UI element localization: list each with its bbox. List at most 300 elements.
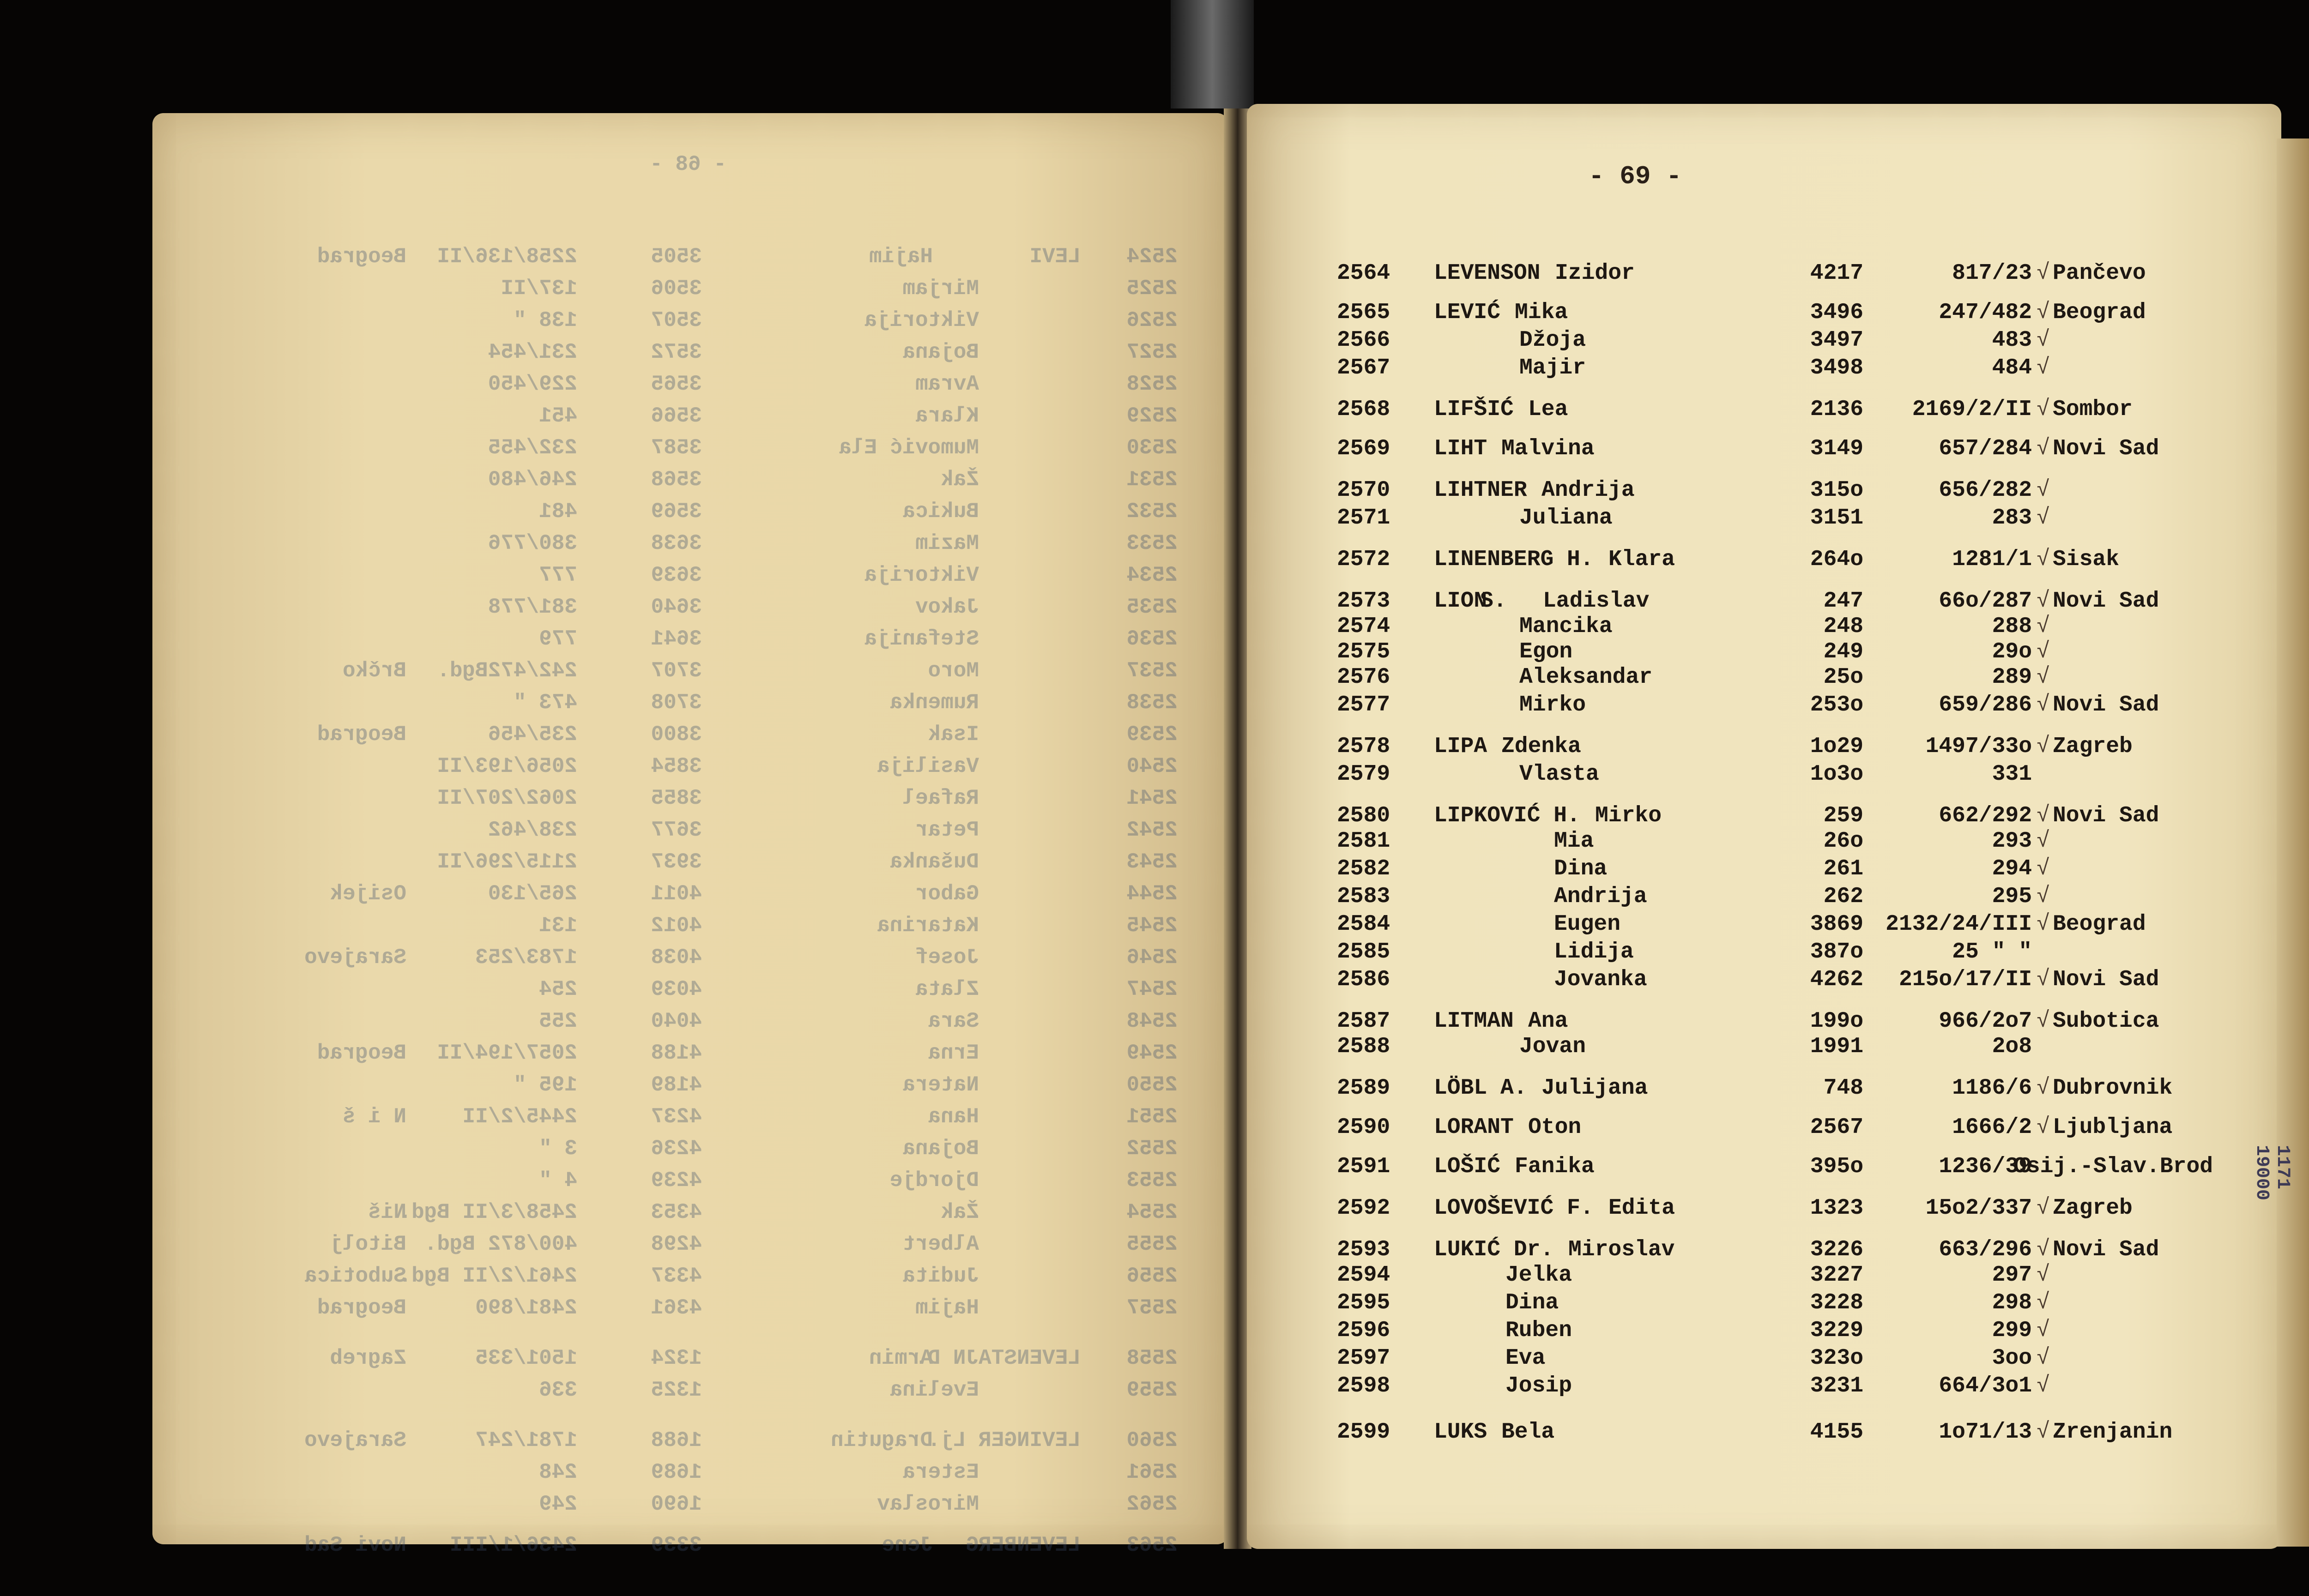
record-id: 4189 [651,1073,702,1097]
entry-number: 2546 [1126,946,1178,970]
place: Osijek [330,882,406,906]
entry-number: 2532 [1126,500,1178,524]
reference: 15o2/337 [1925,1196,2032,1221]
record-id: 3497 [1810,328,1863,353]
reference: 2115/296/II [437,850,577,874]
ledger-row [0,1034,2309,1061]
record-id: 3639 [651,563,702,587]
ledger-row [0,261,2309,288]
reference: 2o8 [1992,1034,2032,1059]
record-id: 3587 [651,436,702,460]
place: Zagreb [2053,734,2133,759]
surname: LEVENBERG [966,1533,1081,1557]
record-id: 3226 [1810,1237,1863,1262]
given-name: Eugen [1554,912,1621,937]
reference: 2056/193/II [437,754,577,778]
record-id: 4039 [651,977,702,1001]
entry-number: 2588 [1337,1034,1390,1059]
place: Zrenjanin [2053,1420,2173,1445]
entry-number: 2556 [1126,1264,1178,1288]
initial: S. [1480,589,1507,614]
ledger-row [0,300,2309,327]
given-name: Mazim [915,531,979,555]
entry-number: 2540 [1126,754,1178,778]
given-name: Miroslav [1568,1237,1675,1262]
reference: 29o [1992,639,2032,664]
reference: 2057/194/II [437,1041,577,1065]
given-name: Evelina [889,1378,979,1402]
record-id: 3707 [651,659,702,683]
given-name: Dina [1505,1290,1559,1315]
check-mark: √ [2037,639,2050,664]
ledger-row [0,1346,2309,1373]
reference: 215o/17/II [1898,967,2032,992]
given-name: Djordje [889,1168,979,1192]
place: Zagreb [2053,1196,2133,1221]
check-mark: √ [2037,1196,2050,1221]
given-name: Hana [928,1105,979,1129]
record-id: 387o [1810,940,1863,964]
given-name: Oton [1528,1115,1582,1140]
surname: LÖBL A. [1434,1076,1527,1101]
ledger-row [0,328,2309,355]
surname: LIFŠIĆ [1434,397,1514,422]
place: Zagreb [330,1346,406,1370]
reference: 662/292 [1939,803,2032,828]
check-mark: √ [2037,1009,2050,1034]
ledger-row [0,355,2309,382]
given-name: Natera [902,1073,979,1097]
given-name: Bojana [902,1137,979,1161]
surname: LEVIĆ [1434,300,1501,325]
reference: 1783/253 [475,946,577,970]
given-name: Avram [915,372,979,396]
reference: 294 [1992,856,2032,881]
place: Sisak [2053,547,2120,572]
record-id: 26o [1823,829,1863,854]
reference: 3 " [539,1137,577,1161]
given-name: Aleksandar [1519,665,1653,690]
given-name: Lea [1528,397,1568,422]
reference: 966/2o7 [1939,1009,2032,1034]
entry-number: 2565 [1337,300,1390,325]
record-id: 3568 [651,468,702,492]
place: Novi Sad [2053,1237,2159,1262]
given-name: Majir [1519,355,1586,380]
record-id: 4353 [651,1200,702,1224]
record-id: 4361 [651,1296,702,1320]
given-name: Mirko [1595,803,1662,828]
ledger-row [0,436,2309,463]
given-name: Erna [928,1041,979,1065]
record-id: 2567 [1810,1115,1863,1140]
ledger-row [0,1420,2309,1446]
given-name: Petar [915,818,979,842]
given-name: Albert [902,1232,979,1256]
entry-number: 2545 [1126,914,1178,938]
given-name: Fanika [1515,1154,1595,1179]
record-id: 3339 [651,1533,702,1557]
reference: 656/282 [1939,478,2032,503]
entry-number: 2560 [1126,1428,1178,1452]
check-mark: √ [2037,884,2050,909]
record-id: 249 [1823,639,1863,664]
ledger-row [0,639,2309,666]
ledger-row [0,693,2309,719]
surname: LION [1434,589,1487,614]
given-name: Hajim [915,1296,979,1320]
reference: 2132/24/III [1886,912,2032,937]
reference: 336 [539,1378,577,1402]
entry-number: 2543 [1126,850,1178,874]
given-name: Stefanija [864,627,979,651]
given-name: Žak [941,468,979,492]
entry-number: 2591 [1337,1154,1390,1179]
surname: LINENBERG H. [1434,547,1594,572]
ledger-row [0,967,2309,994]
entry-number: 2550 [1126,1073,1178,1097]
given-name: Jovan [1519,1034,1586,1059]
reference: 242/472Bgd. [437,659,577,683]
place: Novi Sad [2053,436,2159,461]
place: Novi Sad [2053,589,2159,614]
surname: LEVENSON [1434,261,1541,286]
entry-number: 2539 [1126,723,1178,747]
entry-number: 2574 [1337,614,1390,639]
place: Beograd [317,1041,406,1065]
check-mark: √ [2037,856,2050,881]
surname: LIPA [1434,734,1487,759]
record-id: 3496 [1810,300,1863,325]
reference: 238/462 [488,818,577,842]
given-name: Žak [941,1200,979,1224]
place: Beograd [317,245,406,269]
record-id: 4012 [651,914,702,938]
surname: LEVI [1029,245,1081,269]
entry-number: 2530 [1126,436,1178,460]
record-id: 4298 [651,1232,702,1256]
check-mark: √ [2037,829,2050,854]
record-id: 3507 [651,308,702,332]
ledger-row [0,1196,2309,1223]
record-id: 4262 [1810,967,1863,992]
record-id: 3572 [651,340,702,364]
given-name: Dragutin [831,1428,933,1452]
entry-number: 2555 [1126,1232,1178,1256]
entry-number: 2572 [1337,547,1390,572]
record-id: 3231 [1810,1373,1863,1398]
reference: 229/450 [488,372,577,396]
reference: 2436/1/III [449,1533,577,1557]
place: Subotica [2053,1009,2159,1034]
reference: 289 [1992,665,2032,690]
check-mark: √ [2037,547,2050,572]
reference: 664/3o1 [1939,1373,2032,1398]
record-id: 4237 [651,1105,702,1129]
entry-number: 2577 [1337,693,1390,717]
ledger-row [0,1318,2309,1345]
record-id: 3569 [651,500,702,524]
entry-number: 2541 [1126,786,1178,810]
reference: 247/482 [1939,300,2032,325]
place: Bitolj [330,1232,406,1256]
reference: 484 [1992,355,2032,380]
record-id: 248 [1823,614,1863,639]
surname: LOŠIĆ [1434,1154,1501,1179]
given-name: Lidija [1554,940,1634,964]
place: Subotica [304,1264,406,1288]
given-name: Zlata [915,977,979,1001]
ledger-row [0,1373,2309,1400]
ledger-row [0,1076,2309,1102]
ledger-row [0,884,2309,911]
place: Osij.-Slav.Brod [2013,1154,2213,1179]
entry-number: 2569 [1337,436,1390,461]
place: Beograd [317,723,406,747]
page-number: - 69 - [1589,162,1682,191]
record-id: 3151 [1810,506,1863,530]
check-mark: √ [2037,1318,2050,1343]
record-id: 3149 [1810,436,1863,461]
reference: 297 [1992,1263,2032,1288]
record-id: 1991 [1810,1034,1863,1059]
reference: 380/776 [488,531,577,555]
reference: 381/778 [488,595,577,619]
record-id: 4038 [651,946,702,970]
entry-number: 2534 [1126,563,1178,587]
ledger-row [0,829,2309,855]
reference: 254 [539,977,577,1001]
given-name: Viktorija [864,308,979,332]
place: Niš [368,1200,406,1224]
surname: LOVOŠEVIĆ F. [1434,1196,1594,1221]
record-id: 1o3o [1810,762,1863,787]
given-name: Vlasta [1519,762,1599,787]
given-name: Julijana [1541,1076,1648,1101]
entry-number: 2551 [1126,1105,1178,1129]
place: Beograd [2053,300,2146,325]
record-id: 4217 [1810,261,1863,286]
place: Sarajevo [304,946,406,970]
reference: 265/130 [488,882,577,906]
entry-number: 2585 [1337,940,1390,964]
record-id: 4155 [1810,1420,1863,1445]
given-name: Mirjam [902,277,979,301]
check-mark: √ [2037,328,2050,353]
ledger-row [0,1237,2309,1264]
entry-number: 2584 [1337,912,1390,937]
reference: 246/480 [488,468,577,492]
record-id: 261 [1823,856,1863,881]
check-mark: √ [2037,478,2050,503]
check-mark: √ [2037,1115,2050,1140]
reference: 295 [1992,884,2032,909]
record-id: 3228 [1810,1290,1863,1315]
record-id: 315o [1810,478,1863,503]
record-id: 253o [1810,693,1863,717]
reference: 1186/6 [1952,1076,2032,1101]
record-id: 3498 [1810,355,1863,380]
ledger-row [0,1009,2309,1036]
given-name: Armin [869,1346,933,1370]
given-name: Sara [928,1009,979,1033]
given-name: Estera [902,1460,979,1484]
entry-number: 2576 [1337,665,1390,690]
entry-number: 2570 [1337,478,1390,503]
given-name: Rumenka [889,691,979,715]
entry-number: 2533 [1126,531,1178,555]
entry-number: 2594 [1337,1263,1390,1288]
surname: LEVINGER Lj. [927,1428,1081,1452]
entry-number: 2583 [1337,884,1390,909]
entry-number: 2536 [1126,627,1178,651]
record-id: 3855 [651,786,702,810]
entry-number: 2561 [1126,1460,1178,1484]
check-mark: √ [2037,1420,2050,1445]
record-id: 25o [1823,665,1863,690]
entry-number: 2559 [1126,1378,1178,1402]
entry-number: 2542 [1126,818,1178,842]
check-mark: √ [2037,734,2050,759]
entry-number: 2590 [1337,1115,1390,1140]
record-id: 323o [1810,1346,1863,1371]
reference: 400/872 Bgd. [424,1232,577,1256]
record-id: 3641 [651,627,702,651]
given-name: Jakov [915,595,979,619]
given-name: Mancika [1519,614,1613,639]
record-id: 3565 [651,372,702,396]
margin-note: 1171 19000 [2251,1145,2293,1201]
reference: 817/23 [1952,261,2032,286]
record-id: 3800 [651,723,702,747]
surname: LUKS [1434,1420,1487,1445]
given-name: Bojana [902,340,979,364]
entry-number: 2531 [1126,468,1178,492]
reference: 1666/2 [1952,1115,2032,1140]
entry-number: 2568 [1337,397,1390,422]
record-id: 262 [1823,884,1863,909]
reference: 2461/2/II Bgd. [399,1264,577,1288]
record-id: 3640 [651,595,702,619]
reference: 66o/287 [1939,589,2032,614]
entry-number: 2524 [1126,245,1178,269]
check-mark: √ [2037,506,2050,530]
surname: LUKIĆ Dr. [1434,1237,1554,1262]
place: Brčko [342,659,406,683]
record-id: 3937 [651,850,702,874]
record-id: 2136 [1810,397,1863,422]
check-mark: √ [2037,803,2050,828]
entry-number: 2582 [1337,856,1390,881]
entry-number: 2553 [1126,1168,1178,1192]
check-mark: √ [2037,261,2050,286]
given-name: Hajim [869,245,933,269]
check-mark: √ [2037,967,2050,992]
place: Ljubljana [2053,1115,2173,1140]
check-mark: √ [2037,693,2050,717]
entry-number: 2581 [1337,829,1390,854]
given-name: Andrija [1554,884,1647,909]
check-mark: √ [2037,300,2050,325]
ledger-row [0,1115,2309,1142]
record-id: 1325 [651,1378,702,1402]
given-name: Egon [1519,639,1573,664]
surname: LITMAN [1434,1009,1514,1034]
given-name: Mirko [1519,693,1586,717]
check-mark: √ [2037,436,2050,461]
given-name: Ladislav [1543,589,1650,614]
check-mark: √ [2037,397,2050,422]
place: Pančevo [2053,261,2146,286]
record-id: 3505 [651,245,702,269]
entry-number: 2578 [1337,734,1390,759]
given-name: Moro [928,659,979,683]
reference: 1o71/13 [1939,1420,2032,1445]
ledger-row [0,1263,2309,1289]
given-name: Ana [1528,1009,1568,1034]
check-mark: √ [2037,1237,2050,1262]
surname: LEVENSTAJN D. [915,1346,1081,1370]
reference: 1497/33o [1925,734,2032,759]
record-id: 395o [1810,1154,1863,1179]
ledger-row [0,803,2309,830]
reference: 779 [539,627,577,651]
entry-number: 2592 [1337,1196,1390,1221]
record-id: 3677 [651,818,702,842]
ledger-row [0,506,2309,532]
reference: 298 [1992,1290,2032,1315]
reference: 138 " [513,308,577,332]
place: Beograd [317,1296,406,1320]
entry-number: 2527 [1126,340,1178,364]
record-id: 1o29 [1810,734,1863,759]
reference: 288 [1992,614,2032,639]
entry-number: 2575 [1337,639,1390,664]
record-id: 3227 [1810,1263,1863,1288]
given-name: Miroslav [877,1492,979,1516]
record-id: 3506 [651,277,702,301]
reference: 293 [1992,829,2032,854]
ledger-row [0,762,2309,789]
reference: 2258/136/II [437,245,577,269]
given-name: Viktorija [864,563,979,587]
entry-number: 2529 [1126,404,1178,428]
entry-number: 2548 [1126,1009,1178,1033]
place: Novi Sad [304,1533,406,1557]
given-name: Zdenka [1501,734,1581,759]
ledger-row [0,1290,2309,1317]
entry-number: 2571 [1337,506,1390,530]
record-id: 3566 [651,404,702,428]
reference: 131 [539,914,577,938]
ledger-row [0,734,2309,761]
reference: 663/296 [1939,1237,2032,1262]
entry-number: 2595 [1337,1290,1390,1315]
check-mark: √ [2037,665,2050,690]
place: Novi Sad [2053,803,2159,828]
given-name: Dušanka [889,850,979,874]
reference: 777 [539,563,577,587]
given-name: Josip [1505,1373,1572,1398]
place: Beograd [2053,912,2146,937]
given-name: Juliana [1519,506,1613,530]
record-id: 4239 [651,1168,702,1192]
check-mark: √ [2037,1373,2050,1398]
entry-number: 2580 [1337,803,1390,828]
reference: 483 [1992,328,2032,353]
entry-number: 2562 [1126,1492,1178,1516]
ledger-row [0,614,2309,641]
